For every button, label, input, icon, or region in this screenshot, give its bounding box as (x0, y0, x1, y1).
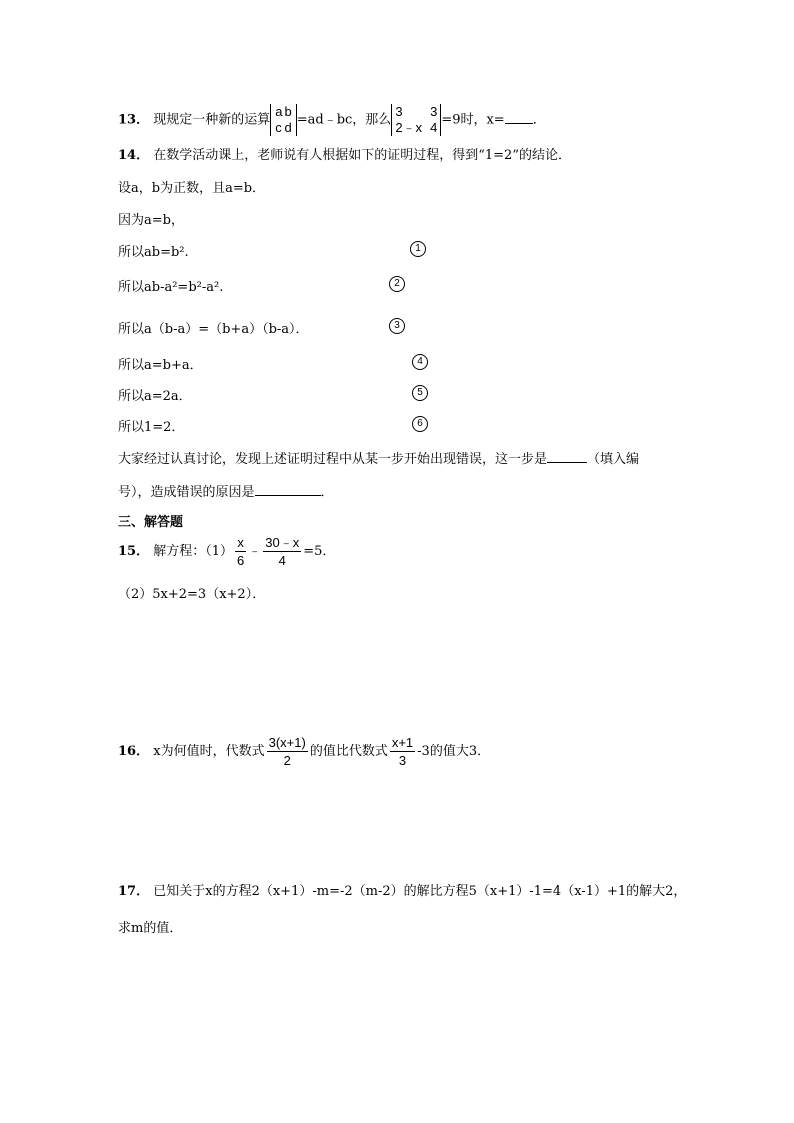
determinant-example: 3 3 2﹣x 4 (391, 104, 441, 136)
question-text: 在数学活动课上，老师说有人根据如下的证明过程，得到“1=2”的结论． (153, 148, 571, 163)
step-marker-1: 1 (410, 241, 426, 257)
answer-blank (255, 483, 321, 496)
step-marker-3: 3 (389, 318, 405, 334)
answer-blank (505, 111, 533, 124)
answer-blank (547, 450, 587, 463)
fraction-x-plus-1-over-3: $\frac{x+1}{3}$ (391, 735, 414, 768)
proof-step-2: 所以ab-a²=b²-a². (118, 280, 224, 295)
section-heading: 三、解答题 (118, 515, 184, 530)
step-marker-5: 5 (412, 385, 428, 401)
question-text: 已知关于x的方程2（x+1）-m=-2（m-2）的解比方程5（x+1）-1=4（x-1）+1的解大2， (153, 884, 687, 899)
fraction-3x-plus-1-over-2: $\frac{3(x+1)}{2}$ (268, 735, 306, 768)
step-marker-4: 4 (412, 354, 428, 370)
question-number: 15． (118, 544, 150, 559)
question-13: 13． 现规定一种新的运算 a b c d =ad﹣bc，那么 3 3 2﹣x 4 =9时，x= ． (118, 104, 546, 135)
proof-step-1: 所以ab=b². (118, 245, 189, 260)
question-14 (118, 144, 571, 163)
fraction-30-minus-x-over-4: $\frac{30﹣x}{4}$ (265, 535, 300, 568)
question-text: =9时，x= (441, 112, 505, 128)
step-marker-6: 6 (412, 416, 428, 432)
question-text: =ad﹣bc，那么 (296, 112, 392, 128)
proof-step-6: 所以1=2． (118, 420, 185, 435)
fraction-x-over-6: $\frac{x}{6}$ (237, 535, 245, 568)
question-16: 16． x为何值时，代数式 $\frac{3(x+1)}{2}$ 的值比代数式 $\frac{x+1}{3}$ -3的值大3． (118, 735, 491, 768)
question-15-part-2: （2）5x+2=3（x+2）． (118, 587, 266, 602)
question-17 (118, 880, 686, 899)
proof-line: 设a，b为正数，且a=b． (118, 181, 266, 196)
question-number: 17． (118, 884, 150, 899)
question-text: 现规定一种新的运算 (153, 112, 271, 128)
proof-step-3: 所以a（b-a）=（b+a）（b-a）． (118, 322, 309, 337)
step-marker-2: 2 (389, 276, 405, 292)
question-number: 14． (118, 148, 150, 163)
question-number: 16． (118, 744, 150, 759)
question-17-line-2: 求m的值． (118, 921, 183, 936)
question-number: 13． (118, 112, 150, 128)
question-15: 15． 解方程：（1） $\frac{x}{6}$ ﹣ $\frac{30﹣x}{4}$ =5． (118, 535, 336, 568)
conclusion-line-2: 号），造成错误的原因是 ． (118, 485, 334, 500)
proof-line: 因为a=b， (118, 213, 184, 228)
proof-step-4: 所以a=b+a． (118, 358, 203, 373)
proof-step-5: 所以a=2a． (118, 389, 192, 404)
conclusion-line-1: 大家经过认真讨论，发现上述证明过程中从某一步开始出现错误，这一步是 （填入编 (118, 452, 640, 467)
determinant-definition: a b c d (270, 104, 296, 136)
